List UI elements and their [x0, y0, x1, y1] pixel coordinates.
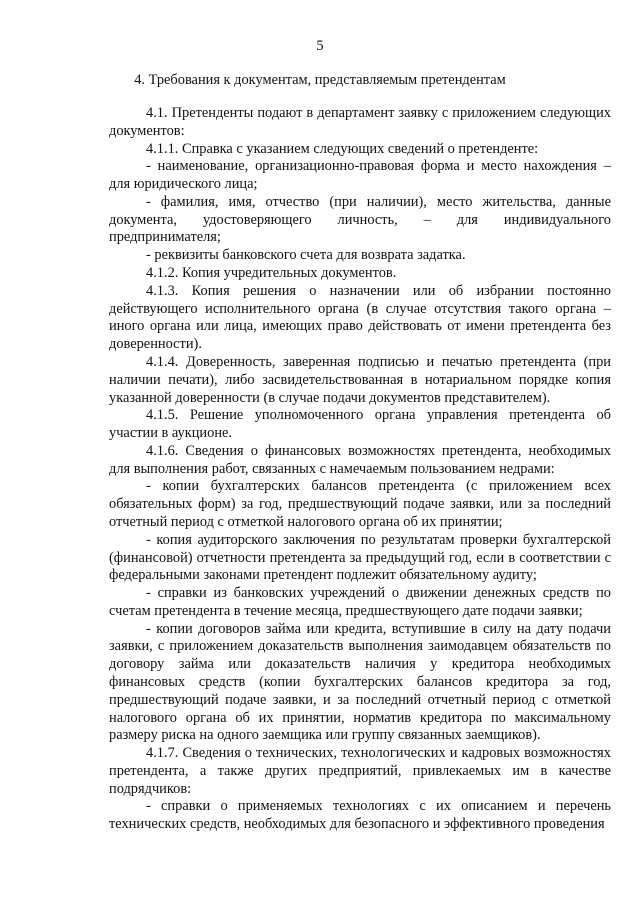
paragraph: 4.1.4. Доверенность, заверенная подписью и печатью претендента (при наличии печати), либо засвидетельствованная в нотариальном порядке копия указанной доверенности (в случае подачи документов представителем). — [109, 353, 611, 406]
document-body — [109, 105, 611, 834]
paragraph: 4.1.3. Копия решения о назначении или об избрании постоянно действующего исполнительного органа (в случае отсутствия такого органа – иного органа или лица, имеющих право действовать от имени претендента без доверенности). — [109, 282, 611, 353]
section-title: 4. Требования к документам, представляемым претендентам — [134, 72, 506, 88]
paragraph: - копия аудиторского заключения по результатам проверки бухгалтерской (финансовой) отчетности претендента за предыдущий год, если в соответствии с федеральными законами претендент подлежит обязательному аудиту; — [109, 531, 611, 584]
paragraph: - копии бухгалтерских балансов претендента (с приложением всех обязательных форм) за год, предшествующий подаче заявки, или за последний отчетный период с отметкой налогового органа об их принятии; — [109, 478, 611, 530]
paragraph: 4.1.1. Справка с указанием следующих сведений о претенденте: — [146, 140, 539, 157]
paragraph: - наименование, организационно-правовая форма и место нахождения – для юридического лица; — [109, 158, 611, 193]
page-number: 5 — [316, 38, 324, 54]
paragraph: 4.1.2. Копия учредительных документов. — [146, 265, 397, 282]
paragraph: 4.1.6. Сведения о финансовых возможностях претендента, необходимых для выполнения работ, связанных с намечаемым пользованием недрами: — [109, 442, 611, 477]
paragraph: - фамилия, имя, отчество (при наличии), место жительства, данные документа, удостоверяющего личность, – для индивидуального предпринимателя; — [109, 193, 611, 246]
paragraph: - реквизиты банковского счета для возврата задатка. — [146, 247, 466, 264]
paragraph: 4.1.7. Сведения о технических, технологических и кадровых возможностях претендента, а также других предприятий, привлекаемых им в качестве подрядчиков: — [109, 745, 611, 797]
paragraph: - справки из банковских учреждений о движении денежных средств по счетам претендента в течение месяца, предшествующего дате подачи заявки; — [109, 585, 611, 619]
paragraph: 4.1. Претенденты подают в департамент заявку с приложением следующих документов: — [109, 105, 611, 139]
paragraph: - справки о применяемых технологиях с их описанием и перечень технических средств, необходимых для безопасного и эффективного проведения — [109, 798, 611, 833]
paragraph: - копии договоров займа или кредита, вступившие в силу на дату подачи заявки, с приложением доказательств выполнения заимодавцем обязательств по договору займа или доказательств наличия у кредитора необходимых финансовых средств (копии бухгалтерских балансов кредитора за год, предшествующий подаче заявки, и за последний отчетный период с отметкой налогового органа об их принятии, норматив кредитора по максимальному размеру риска на одного заемщика или группу связанных заемщиков). — [109, 620, 611, 744]
paragraph: 4.1.5. Решение уполномоченного органа управления претендента об участии в аукционе. — [109, 407, 611, 442]
